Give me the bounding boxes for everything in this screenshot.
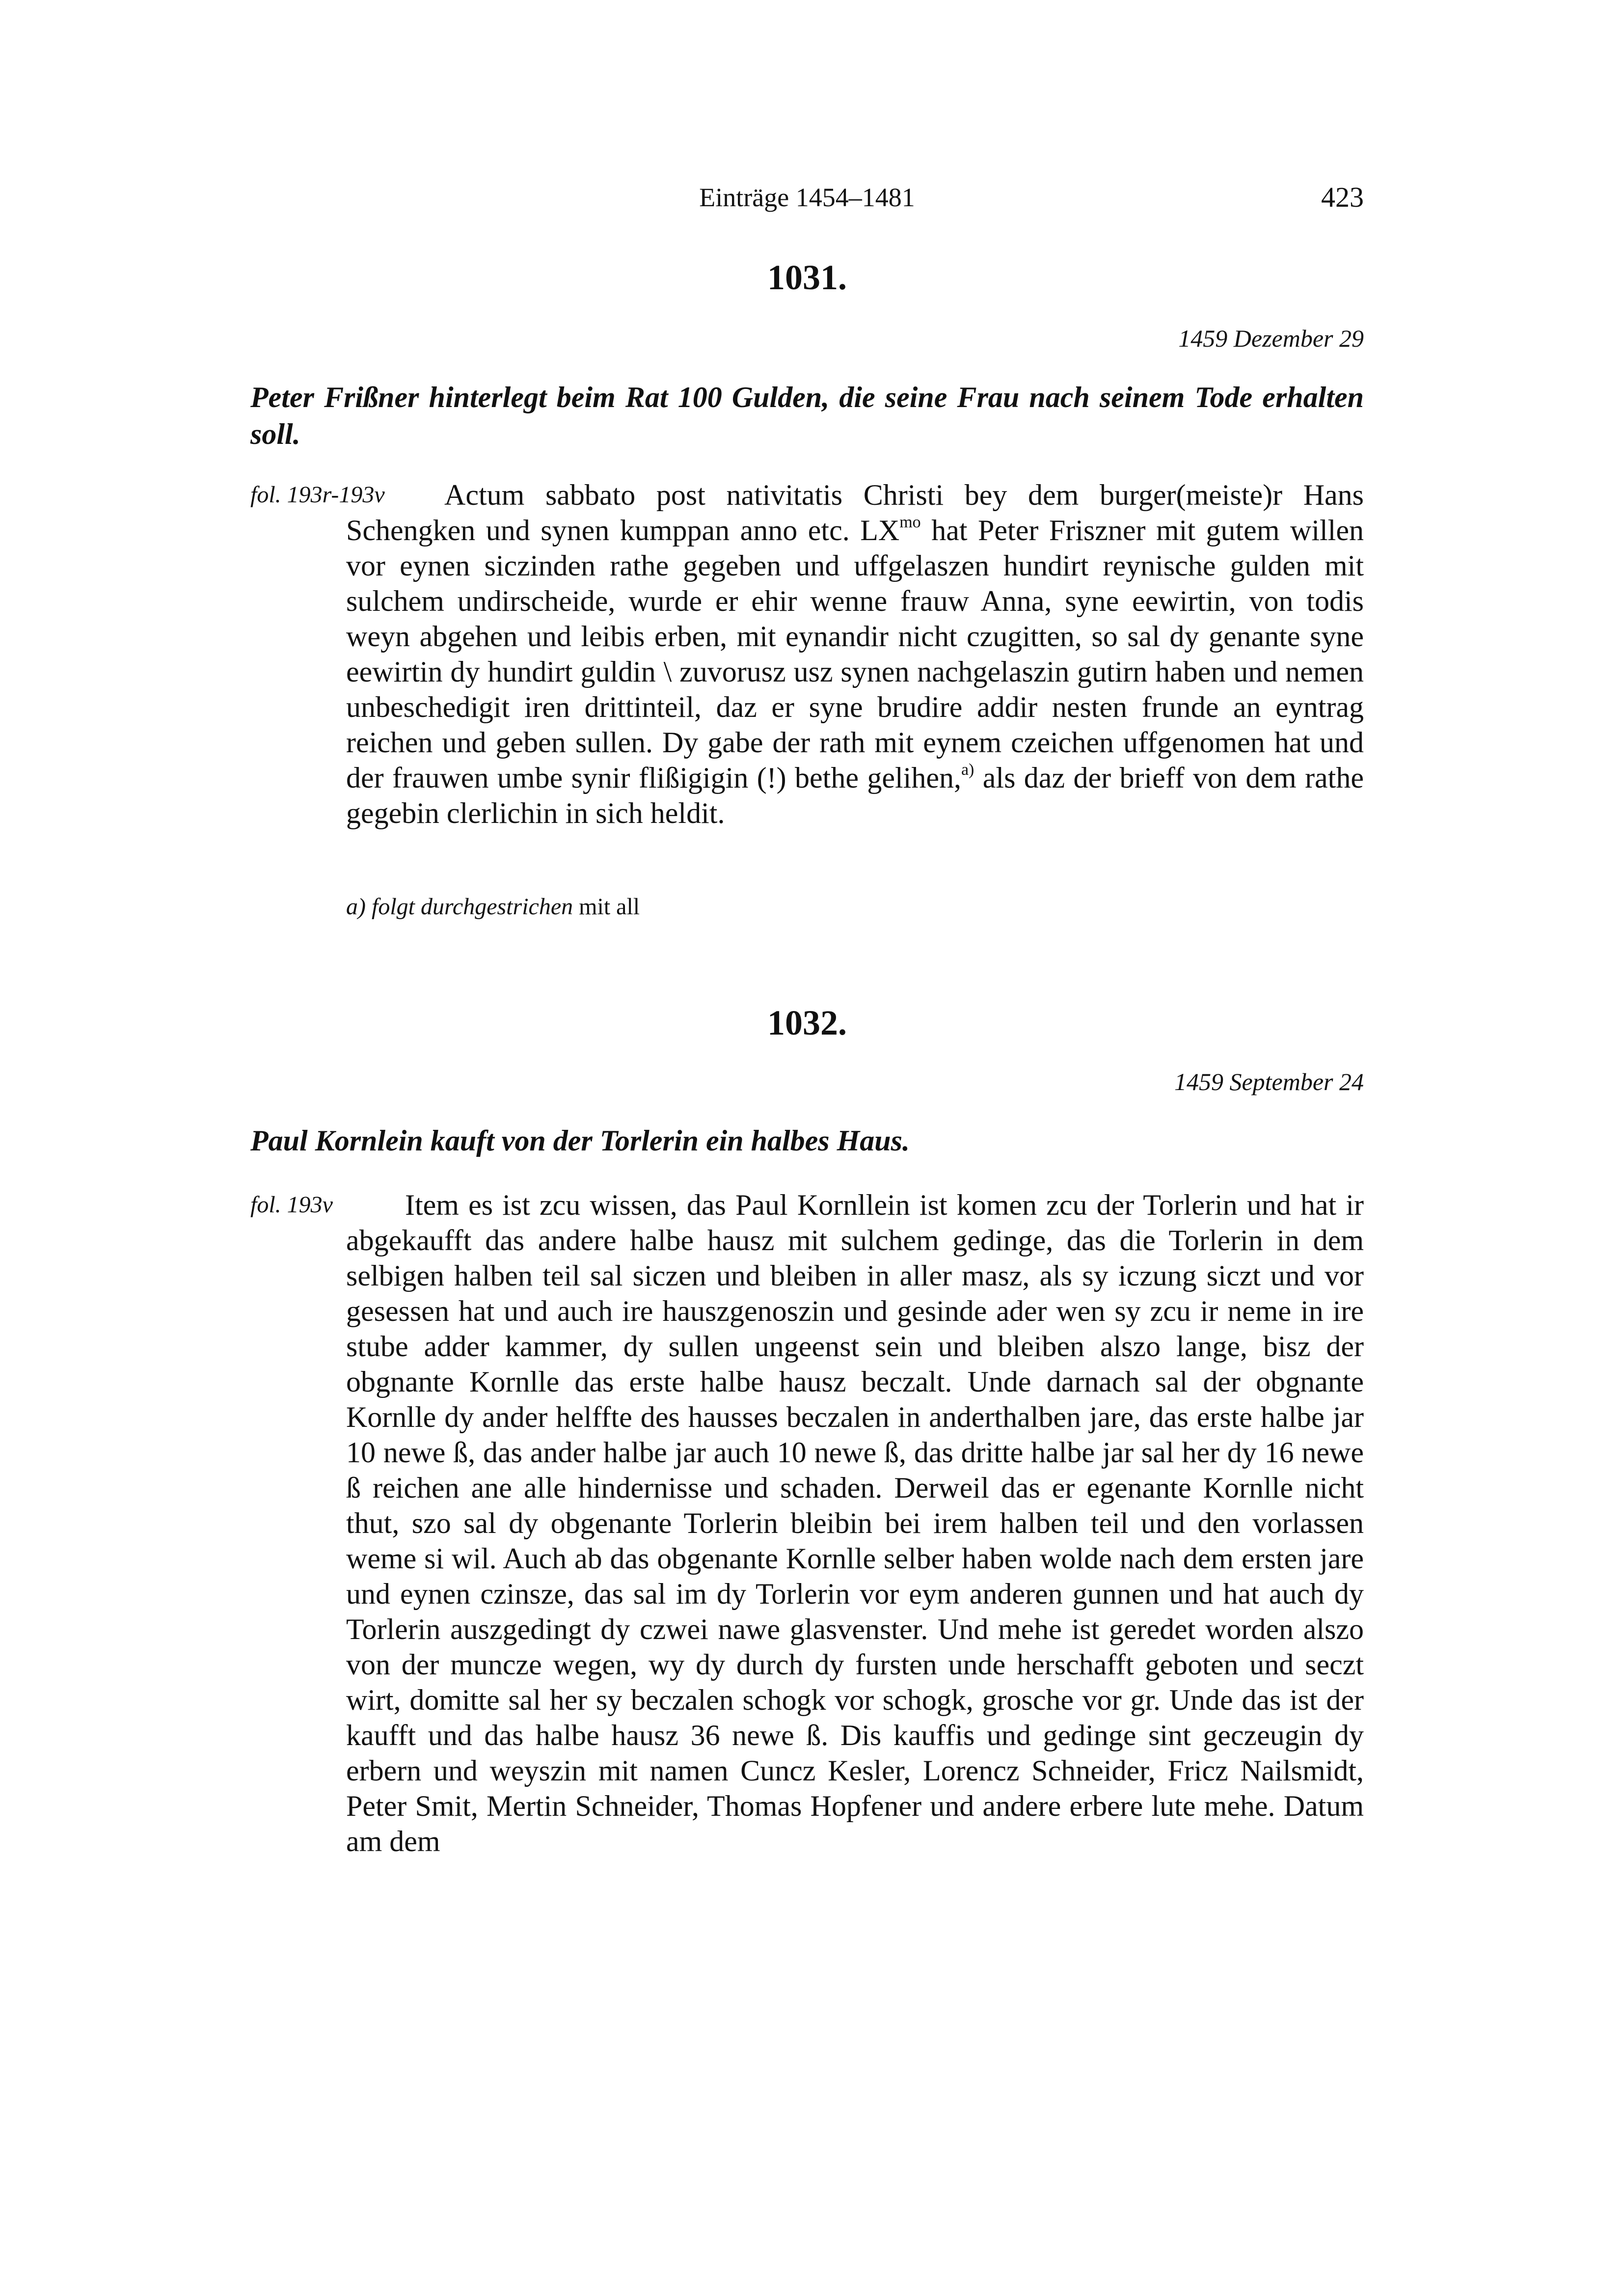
- footnote: [346, 891, 640, 923]
- entry-text-part: hat Peter Friszner mit gutem willen vor eynen siczinden rathe gegeben und uffgelaszen hundirt reynische gulden mit sulchem undirscheide, wurde er ehir wenne frauw Anna, syne eewirtin, von todis weyn abgehen und leibis erben, mit eynandir nicht czugitten, so sal dy genante syne eewirtin dy hundirt guldin \ zuvorusz usz synen nachgelaszin gutirn haben und nemen unbeschedigit iren drittinteil, daz er syne brudire addir nesten frunde an eyntrag reichen und geben sullen. Dy gabe der rath mit eynem czeichen uffgenomen hat und der frauwen umbe synir flißigigin (!) bethe gelihen,: [346, 514, 1364, 794]
- page-number: 423: [1321, 181, 1364, 213]
- running-header: [250, 178, 1364, 217]
- entry-text-part: als daz der brieff von dem rathe gegebin clerlichin in sich heldit.: [346, 762, 1364, 829]
- entry-text-part: Actum sabbato post nativitatis Christi bey dem burger(meiste)r Hans Schengken und synen kumppan anno etc. LX: [346, 479, 1364, 547]
- entry-number: 1031.: [767, 258, 847, 297]
- entry-regest: Paul Kornlein kauft von der Torlerin ein halbes Haus.: [250, 1124, 910, 1157]
- entry-number: 1032.: [767, 1003, 847, 1042]
- footnote-marker: a) folgt durchgestrichen: [346, 894, 573, 920]
- folio-reference: fol. 193v: [250, 1192, 333, 1218]
- folio-reference: fol. 193r-193v: [250, 482, 385, 508]
- running-title: Einträge 1454–1481: [699, 183, 915, 212]
- entry-date: 1459 Dezember 29: [1178, 325, 1364, 352]
- entry-text: Item es ist zcu wissen, das Paul Kornllein ist komen zcu der Torlerin und hat ir abgekaufft das andere halbe hausz mit sulchem gedinge, das die Torlerin in dem selbigen halben teil sal siczen und bleiben in aller masz, als sy iczung siczt und vor gesessen hat und auch ire hauszgenoszin und gesinde ader wen sy zcu ir neme in ire stube adder kammer, dy sullen ungeenst sein und bleiben alszo lange, bisz der obgnante Kornlle das erste halbe hausz beczalt. Unde darnach sal der obgnante Kornlle dy ander helffte des hausses beczalen in anderthalben jare, das erste halbe jar 10 newe ß, das ander halbe jar auch 10 newe ß, das dritte halbe jar sal her dy 16 newe ß reichen ane alle hindernisse und schaden. Derweil das er egenante Kornlle nicht thut, szo sal dy obgenante Torlerin bleibin bei irem halben teil und den vorlassen weme si wil. Auch ab das obgenante Kornlle selber haben wolde nach dem ersten jare und eynen czinsze, das sal im dy Torlerin vor eym anderen gunnen und hat auch dy Torlerin auszgedingt dy czwei nawe glasvenster. Und mehe ist geredet worden alszo von der muncze wegen, wy dy durch dy fursten unde herschafft geboten und seczt wirt, domitte sal her sy beczalen schogk vor schogk, grosche vor gr. Unde das ist der kaufft und das halbe hausz 36 newe ß. Dis kauffis und gedinge sint geczeugin dy erbern und weyszin mit namen Cuncz Kesler, Lorencz Schneider, Fricz Nailsmidt, Peter Smit, Mertin Schneider, Thomas Hopfener und andere erbere lute mehe. Datum am dem: [346, 1189, 1364, 1858]
- footnote-reference: a): [961, 761, 974, 779]
- entry-date: 1459 September 24: [1174, 1068, 1364, 1095]
- entry-regest: Peter Frißner hinterlegt beim Rat 100 Gulden, die seine Frau nach seinem Tode erhalten soll.: [250, 381, 1364, 450]
- superscript: mo: [899, 513, 921, 531]
- entry-text: [346, 477, 1364, 831]
- footnote-text: mit all: [573, 894, 640, 920]
